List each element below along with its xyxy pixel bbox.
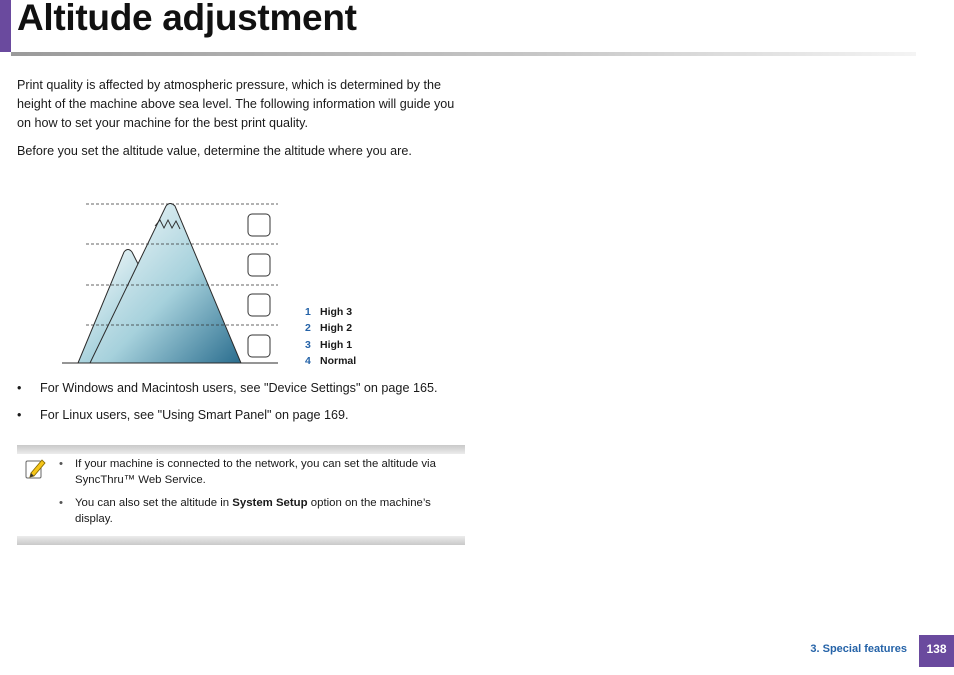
note-item-network: • If your machine is connected to the network, you can set the altitude via SyncThru™ Web Service. [59,456,465,488]
legend-number: 4 [305,354,311,367]
legend-label: High 3 [320,306,353,318]
note-top-border [17,445,465,454]
footer-section-label: 3. Special features [810,643,907,655]
page-title: Altitude adjustment [17,0,357,38]
legend-number: 1 [305,306,311,318]
note-text: You can also set the altitude in [75,497,233,509]
level-marker-normal [248,335,270,357]
title-accent-bar [0,0,11,52]
level-marker-high1 [248,294,270,316]
title-divider [11,52,916,56]
legend-item [305,337,356,353]
legend-item [305,304,356,320]
note-box [17,445,465,545]
level-marker-high3 [248,214,270,236]
list-item-windows-mac: • For Windows and Macintosh users, see "Device Settings" on page 165. [17,379,477,406]
system-setup-option: System Setup [232,497,308,509]
note-pencil-icon [25,457,47,481]
altitude-legend [305,304,356,369]
intro-paragraph: Print quality is affected by atmospheric pressure, which is determined by the height of the machine above sea level. The following information will guide you on how to set your machine for the best print quality. [17,78,455,130]
note-text: option on the machine’s display. [75,497,431,525]
legend-item [305,353,356,369]
legend-item [305,320,356,336]
level-marker-high2 [248,254,270,276]
platform-links-list [17,379,477,433]
altitude-mountain-diagram [56,192,296,372]
instruction-paragraph: Before you set the altitude value, determine the altitude where you are. [17,144,412,158]
legend-label: High 1 [320,338,353,351]
note-bottom-border [17,536,465,545]
note-list [59,456,465,534]
legend-number: 3 [305,338,311,351]
legend-label: Normal [320,354,357,367]
legend-number: 2 [305,322,311,335]
legend-label: High 2 [320,322,353,335]
note-item-system-setup [59,495,465,527]
list-item-linux: • For Linux users, see "Using Smart Panel" on page 169. [17,406,477,433]
page-number-badge: 138 [919,635,954,667]
